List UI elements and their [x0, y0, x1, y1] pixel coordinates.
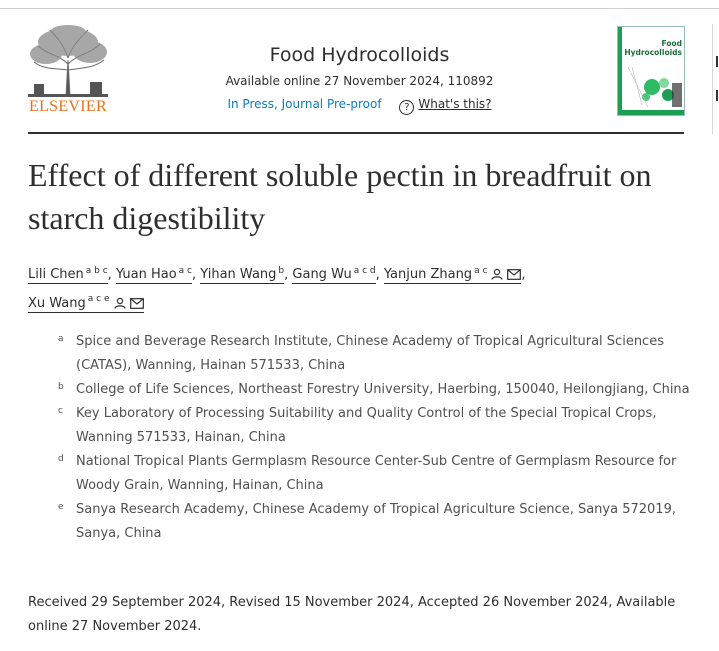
journal-title-link[interactable]: Food Hydrocolloids: [269, 44, 450, 66]
author-name: Xu Wang: [28, 295, 86, 311]
in-press-link[interactable]: In Press, Journal Pre-proof: [227, 97, 382, 111]
author-link[interactable]: [28, 267, 108, 284]
elsevier-logo[interactable]: [28, 24, 108, 118]
article-title: Effect of different soluble pectin in breadfruit on starch digestibility: [28, 157, 652, 236]
person-icon: [114, 297, 126, 309]
email-icon: [507, 269, 521, 280]
author-name: Gang Wu: [292, 267, 352, 283]
affiliation-label: d: [58, 454, 64, 464]
author-link[interactable]: [292, 267, 375, 284]
author-affil-refs: a c: [474, 266, 488, 276]
author-link[interactable]: [200, 267, 284, 284]
affiliation-item: [58, 378, 698, 402]
article-history-dates: Received 29 September 2024, Revised 15 November 2024, Accepted 26 November 2024, Available online 27 November 2024.: [28, 595, 676, 634]
affiliation-label: b: [58, 382, 64, 392]
page-scroll-edge: [712, 24, 719, 134]
author-list: Lili Chen $^{a b c}$, Yuan Hao $^{a c}$, Yihan Wang $^b$, Gang Wu $^{a c d}$, Yanjun Zhang $^{a c}$ , Xu Wang $^{a c e}$: [28, 266, 526, 311]
author-affil-refs: a b c: [85, 266, 108, 276]
affiliation-item: [58, 498, 698, 546]
affiliation-text: National Tropical Plants Germplasm Resource Center-Sub Centre of Germplasm Resource for Woody Grain, Wanning, Hainan, China: [76, 454, 677, 493]
header-divider: [28, 132, 684, 134]
cover-title: Food Hydrocolloids: [624, 39, 682, 57]
author-link[interactable]: [384, 267, 522, 284]
journal-header: [180, 44, 539, 115]
author-link[interactable]: [116, 267, 192, 284]
cover-art-icon: [618, 27, 684, 115]
author-name: Yihan Wang: [200, 267, 277, 283]
author-name: Lili Chen: [28, 267, 84, 283]
affiliation-text: Spice and Beverage Research Institute, Chinese Academy of Tropical Agricultural Sciences (CATAS), Wanning, Hainan 571533, China: [76, 334, 664, 373]
elsevier-wordmark: ELSEVIER: [29, 98, 107, 115]
affiliation-label: c: [58, 406, 63, 416]
person-icon: [491, 268, 503, 280]
elsevier-tree-icon: [28, 24, 108, 98]
cover-footer: [618, 110, 684, 115]
availability-text: Available online 27 November 2024, 110892: [225, 74, 494, 88]
author-name: Yuan Hao: [115, 267, 177, 283]
affiliation-text: Key Laboratory of Processing Suitability and Quality Control of the Special Tropical Crops, Wanning 571533, Hainan, China: [76, 406, 657, 445]
affiliation-text: Sanya Research Academy, Chinese Academy of Tropical Agriculture Science, Sanya 572019, Sanya, China: [76, 502, 676, 541]
affiliation-list: [58, 330, 698, 546]
author-affil-refs: a c e: [87, 294, 110, 305]
affiliation-text: College of Life Sciences, Northeast Forestry University, Haerbing, 150040, Heilongjiang, China: [76, 382, 690, 397]
affiliation-label: a: [58, 334, 64, 344]
top-border: [0, 8, 719, 9]
affiliation-label: e: [58, 502, 64, 512]
author-affil-refs: b: [278, 266, 285, 276]
author-affil-refs: a c: [178, 266, 192, 276]
author-name: Yanjun Zhang: [383, 267, 473, 283]
whats-this-label: What's this?: [418, 97, 492, 111]
email-icon: [130, 298, 144, 309]
author-link[interactable]: [28, 296, 144, 313]
whats-this-button[interactable]: [399, 97, 491, 111]
question-icon: ?: [399, 100, 414, 115]
affiliation-item: [58, 402, 698, 450]
author-affil-refs: a c d: [353, 266, 376, 276]
journal-cover-image[interactable]: [617, 26, 685, 116]
affiliation-item: [58, 450, 698, 498]
affiliation-item: [58, 330, 698, 378]
